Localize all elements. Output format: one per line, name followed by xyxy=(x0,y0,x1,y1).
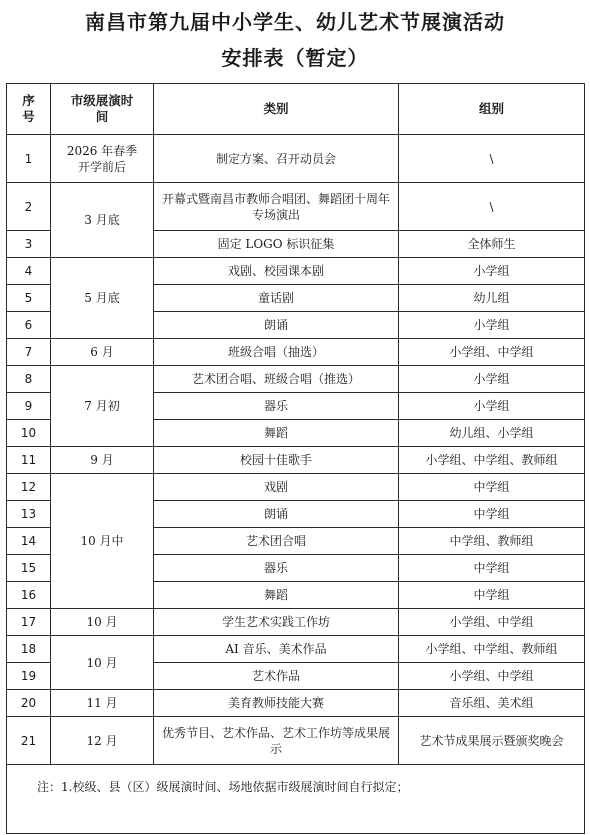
cell-group: 中学组 xyxy=(399,474,585,501)
cell-group: 小学组、中学组、教师组 xyxy=(399,447,585,474)
document-subtitle: 安排表（暂定） xyxy=(221,46,369,70)
cell-seq: 13 xyxy=(7,501,51,528)
cell-time: 10 月中 xyxy=(51,474,154,609)
cell-time: 6 月 xyxy=(51,339,154,366)
cell-category: 童话剧 xyxy=(154,285,399,312)
cell-category: 舞蹈 xyxy=(154,582,399,609)
table-note: 注：1.校级、县（区）级展演时间、场地依据市级展演时间自行拟定； xyxy=(7,765,585,834)
cell-category: 戏剧、校园课本剧 xyxy=(154,258,399,285)
document-title: 南昌市第九届中小学生、幼儿艺术节展演活动 xyxy=(85,10,505,34)
cell-category: 固定 LOGO 标识征集 xyxy=(154,231,399,258)
cell-category: 开幕式暨南昌市教师合唱团、舞蹈团十周年专场演出 xyxy=(154,183,399,231)
table-row xyxy=(7,636,585,663)
table-row xyxy=(7,258,585,285)
cell-group: 艺术节成果展示暨颁奖晚会 xyxy=(399,717,585,765)
cell-time: 2026 年春季开学前后 xyxy=(51,135,154,183)
table-row xyxy=(7,447,585,474)
cell-category: 朗诵 xyxy=(154,501,399,528)
header-category: 类别 xyxy=(154,84,399,135)
cell-category: 艺术团合唱 xyxy=(154,528,399,555)
cell-group: 小学组 xyxy=(399,312,585,339)
cell-group: 中学组 xyxy=(399,555,585,582)
cell-category: 戏剧 xyxy=(154,474,399,501)
cell-group: 小学组、中学组 xyxy=(399,609,585,636)
cell-group: 音乐组、美术组 xyxy=(399,690,585,717)
cell-seq: 9 xyxy=(7,393,51,420)
cell-seq: 10 xyxy=(7,420,51,447)
cell-seq: 20 xyxy=(7,690,51,717)
table-row xyxy=(7,609,585,636)
table-row xyxy=(7,366,585,393)
cell-seq: 16 xyxy=(7,582,51,609)
cell-seq: 21 xyxy=(7,717,51,765)
cell-category: 班级合唱（抽选） xyxy=(154,339,399,366)
cell-group: \ xyxy=(399,135,585,183)
cell-time: 12 月 xyxy=(51,717,154,765)
cell-category: 器乐 xyxy=(154,393,399,420)
cell-seq: 4 xyxy=(7,258,51,285)
cell-seq: 2 xyxy=(7,183,51,231)
table-row xyxy=(7,717,585,765)
note-row xyxy=(7,765,585,834)
cell-group: 全体师生 xyxy=(399,231,585,258)
cell-time: 10 月 xyxy=(51,636,154,690)
header-group: 组别 xyxy=(399,84,585,135)
cell-category: 制定方案、召开动员会 xyxy=(154,135,399,183)
cell-seq: 19 xyxy=(7,663,51,690)
cell-category: 学生艺术实践工作坊 xyxy=(154,609,399,636)
cell-category: 艺术团合唱、班级合唱（推选） xyxy=(154,366,399,393)
cell-seq: 5 xyxy=(7,285,51,312)
cell-seq: 8 xyxy=(7,366,51,393)
cell-category: 器乐 xyxy=(154,555,399,582)
cell-group: 幼儿组、小学组 xyxy=(399,420,585,447)
cell-group: 中学组 xyxy=(399,582,585,609)
cell-seq: 3 xyxy=(7,231,51,258)
cell-group: 小学组、中学组 xyxy=(399,339,585,366)
cell-seq: 6 xyxy=(7,312,51,339)
cell-seq: 12 xyxy=(7,474,51,501)
header-seq: 序号 xyxy=(7,84,51,135)
table-row xyxy=(7,690,585,717)
cell-group: \ xyxy=(399,183,585,231)
header-time: 市级展演时间 xyxy=(51,84,154,135)
schedule-table xyxy=(6,83,585,834)
cell-group: 小学组 xyxy=(399,393,585,420)
table-row xyxy=(7,339,585,366)
cell-time: 7 月初 xyxy=(51,366,154,447)
cell-group: 中学组、教师组 xyxy=(399,528,585,555)
cell-seq: 17 xyxy=(7,609,51,636)
cell-category: AI 音乐、美术作品 xyxy=(154,636,399,663)
cell-category: 朗诵 xyxy=(154,312,399,339)
cell-group: 小学组 xyxy=(399,366,585,393)
cell-seq: 11 xyxy=(7,447,51,474)
cell-category: 校园十佳歌手 xyxy=(154,447,399,474)
cell-seq: 7 xyxy=(7,339,51,366)
cell-category: 优秀节目、艺术作品、艺术工作坊等成果展示 xyxy=(154,717,399,765)
table-row xyxy=(7,474,585,501)
cell-group: 中学组 xyxy=(399,501,585,528)
cell-category: 舞蹈 xyxy=(154,420,399,447)
cell-group: 小学组 xyxy=(399,258,585,285)
table-row xyxy=(7,183,585,231)
table-header-row xyxy=(7,84,585,135)
cell-seq: 15 xyxy=(7,555,51,582)
cell-group: 小学组、中学组 xyxy=(399,663,585,690)
cell-group: 幼儿组 xyxy=(399,285,585,312)
table-row xyxy=(7,135,585,183)
cell-time: 9 月 xyxy=(51,447,154,474)
cell-time: 3 月底 xyxy=(51,183,154,258)
cell-time: 11 月 xyxy=(51,690,154,717)
cell-group: 小学组、中学组、教师组 xyxy=(399,636,585,663)
cell-time: 5 月底 xyxy=(51,258,154,339)
cell-seq: 14 xyxy=(7,528,51,555)
cell-category: 艺术作品 xyxy=(154,663,399,690)
cell-seq: 1 xyxy=(7,135,51,183)
cell-seq: 18 xyxy=(7,636,51,663)
cell-category: 美育教师技能大赛 xyxy=(154,690,399,717)
cell-time: 10 月 xyxy=(51,609,154,636)
